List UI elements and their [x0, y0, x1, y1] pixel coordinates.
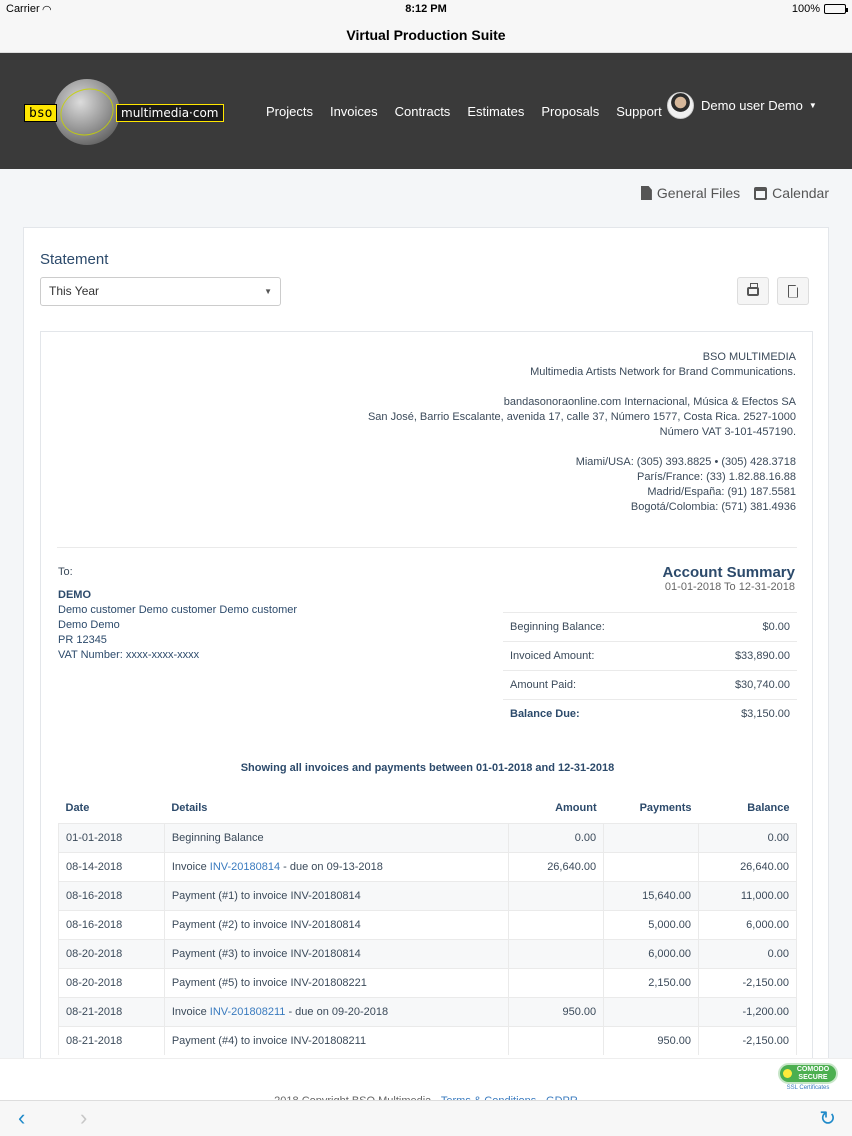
- battery-area: [792, 3, 846, 15]
- cell-payment: 6,000.00: [604, 939, 699, 968]
- company-phone4: Bogotá/Colombia: (571) 381.4936: [630, 501, 796, 513]
- details-text: Payment (#4) to invoice INV-201808211: [171, 1034, 367, 1047]
- cell-details: [164, 910, 508, 939]
- divider: [57, 547, 797, 548]
- company-line3: Número VAT 3-101-457190.: [659, 426, 796, 438]
- carrier-label: Carrier: [6, 3, 40, 15]
- cell-balance: -2,150.00: [699, 968, 797, 997]
- cell-amount: 0.00: [509, 823, 604, 852]
- summary-value: $33,890.00: [734, 650, 790, 662]
- cell-date: 08-16-2018: [59, 881, 165, 910]
- cell-date: 08-20-2018: [59, 939, 165, 968]
- cell-balance: 0.00: [699, 939, 797, 968]
- summary-row: [503, 670, 797, 699]
- cell-balance: 11,000.00: [699, 881, 797, 910]
- cell-amount: [509, 939, 604, 968]
- details-text: Invoice: [171, 860, 210, 873]
- bso-logo[interactable]: [24, 79, 236, 149]
- cell-details: [164, 881, 508, 910]
- summary-row: [503, 612, 797, 641]
- general-files-link[interactable]: [641, 185, 740, 201]
- status-bar: [0, 0, 852, 20]
- avatar: [667, 92, 694, 119]
- details-text: Payment (#5) to invoice INV-201808221: [171, 976, 367, 989]
- customer-line2: Demo Demo: [58, 619, 120, 631]
- back-arrow-icon[interactable]: ‹: [18, 1105, 26, 1130]
- cell-details: [164, 939, 508, 968]
- company-line1: bandasonoraonline.com Internacional, Música & Efectos SA: [503, 396, 796, 408]
- summary-label: Balance Due:: [510, 708, 580, 720]
- cell-payment: 5,000.00: [604, 910, 699, 939]
- calendar-link[interactable]: [754, 185, 829, 201]
- table-row: [59, 852, 797, 881]
- cell-payment: [604, 852, 699, 881]
- cell-amount: 26,640.00: [509, 852, 604, 881]
- table-row: [59, 881, 797, 910]
- cell-amount: 950.00: [509, 997, 604, 1026]
- nav-invoices[interactable]: Invoices: [329, 103, 378, 119]
- cell-balance: -2,150.00: [699, 1026, 797, 1055]
- nav-contracts[interactable]: Contracts: [394, 103, 451, 119]
- cell-balance: -1,200.00: [699, 997, 797, 1026]
- forward-arrow-icon[interactable]: ›: [80, 1105, 88, 1130]
- details-text: Beginning Balance: [171, 831, 264, 844]
- cell-date: 08-14-2018: [59, 852, 165, 881]
- customer-name: DEMO: [58, 589, 91, 601]
- table-row: [59, 910, 797, 939]
- cell-balance: 6,000.00: [699, 910, 797, 939]
- cell-date: 01-01-2018: [59, 823, 165, 852]
- user-menu[interactable]: [667, 92, 817, 119]
- company-phone3: Madrid/España: (91) 187.5581: [647, 486, 796, 498]
- cell-amount: [509, 1026, 604, 1055]
- badge-bottom-text: SECURE: [798, 1074, 828, 1081]
- company-line2: San José, Barrio Escalante, avenida 17, calle 37, Número 1577, Costa Rica. 2527-1000: [367, 411, 796, 423]
- details-due: - due on 09-13-2018: [280, 860, 383, 873]
- cell-details: [164, 1026, 508, 1055]
- period-select[interactable]: [40, 277, 281, 306]
- cell-details: [164, 997, 508, 1026]
- col-payments: Payments: [604, 794, 699, 823]
- transactions-table: [58, 794, 797, 1055]
- battery-percent: 100%: [791, 3, 820, 15]
- general-files-label: General Files: [656, 185, 741, 201]
- showing-range-text: Showing all invoices and payments between 01-01-2018 and 12-31-2018: [240, 762, 615, 774]
- browser-toolbar: [0, 1100, 852, 1136]
- caret-down-icon: ▼: [808, 101, 817, 110]
- table-row: [59, 968, 797, 997]
- file-icon: [641, 186, 652, 200]
- cell-balance: 0.00: [699, 823, 797, 852]
- app-title: Virtual Production Suite: [0, 20, 852, 53]
- table-row: [59, 1026, 797, 1055]
- summary-row: [503, 641, 797, 670]
- table-row: [59, 997, 797, 1026]
- company-tagline: Multimedia Artists Network for Brand Communications.: [530, 366, 796, 378]
- reload-icon[interactable]: ↻: [819, 1108, 836, 1130]
- account-summary-range: 01-01-2018 To 12-31-2018: [664, 581, 795, 593]
- cell-amount: [509, 968, 604, 997]
- cell-payment: 950.00: [604, 1026, 699, 1055]
- table-header-row: [59, 794, 797, 823]
- badge-top-text: COMODO: [796, 1066, 830, 1073]
- col-amount: Amount: [509, 794, 604, 823]
- customer-line1: Demo customer Demo customer Demo customer: [58, 604, 298, 616]
- account-summary-title: Account Summary: [662, 564, 795, 581]
- wifi-icon: ◠: [42, 4, 52, 16]
- cell-payment: 2,150.00: [604, 968, 699, 997]
- cell-amount: [509, 910, 604, 939]
- status-time: 8:12 PM: [405, 3, 447, 15]
- cell-date: 08-20-2018: [59, 968, 165, 997]
- customer-block: [58, 565, 297, 663]
- col-balance: Balance: [699, 794, 797, 823]
- calendar-label: Calendar: [772, 185, 829, 201]
- cell-details: [164, 852, 508, 881]
- cell-details: [164, 968, 508, 997]
- nav-projects[interactable]: Projects: [266, 103, 313, 119]
- to-label: To:: [58, 566, 73, 578]
- comodo-ssl-badge[interactable]: [778, 1063, 838, 1095]
- statement-card: [23, 227, 829, 1087]
- cell-date: 08-21-2018: [59, 1026, 165, 1055]
- select-caret-icon: ▼: [264, 287, 272, 296]
- invoice-link[interactable]: INV-20180814: [209, 860, 281, 873]
- print-button[interactable]: [737, 277, 769, 305]
- summary-row-balance-due: [503, 699, 797, 728]
- details-text: Payment (#3) to invoice INV-20180814: [171, 947, 361, 960]
- top-links: [641, 185, 829, 201]
- print-icon: [747, 287, 759, 296]
- customer-line3: PR 12345: [58, 634, 107, 646]
- logo-left-text: bso: [24, 104, 57, 122]
- table-row: [59, 939, 797, 968]
- company-phone2: París/France: (33) 1.82.88.16.88: [637, 471, 796, 483]
- cell-balance: 26,640.00: [699, 852, 797, 881]
- company-phone1: Miami/USA: (305) 393.8825 • (305) 428.3718: [575, 456, 796, 468]
- nav-estimates[interactable]: Estimates: [467, 103, 525, 119]
- site-header: [0, 53, 852, 169]
- page-footer: [0, 1058, 852, 1100]
- cell-details: [164, 823, 508, 852]
- statement-title: Statement: [40, 251, 109, 268]
- badge-caption: SSL Certificates: [786, 1085, 830, 1091]
- summary-value: $3,150.00: [741, 708, 790, 720]
- cell-payment: [604, 997, 699, 1026]
- cell-date: 08-21-2018: [59, 997, 165, 1026]
- details-text: Payment (#2) to invoice INV-20180814: [171, 918, 361, 931]
- nav-support[interactable]: Support: [616, 103, 662, 119]
- cell-date: 08-16-2018: [59, 910, 165, 939]
- summary-value: $30,740.00: [734, 679, 790, 691]
- details-text: Invoice: [171, 1005, 210, 1018]
- details-text: Payment (#1) to invoice INV-20180814: [171, 889, 361, 902]
- pdf-button[interactable]: [777, 277, 809, 305]
- table-row: [59, 823, 797, 852]
- logo-right-text: multimedia·com: [116, 104, 224, 122]
- invoice-link[interactable]: INV-201808211: [209, 1005, 286, 1018]
- cell-payment: [604, 823, 699, 852]
- ssl-seal-icon: [778, 1063, 838, 1084]
- summary-value: $0.00: [762, 621, 790, 633]
- statement-document: [40, 331, 813, 1091]
- main-nav: [266, 53, 679, 169]
- cell-payment: 15,640.00: [604, 881, 699, 910]
- company-info: [368, 350, 796, 515]
- period-selected-value: This Year: [49, 284, 100, 298]
- globe-logo-icon: [54, 79, 120, 145]
- calendar-icon: [754, 187, 767, 200]
- summary-label: Beginning Balance:: [510, 621, 605, 633]
- details-due: - due on 09-20-2018: [285, 1005, 389, 1018]
- account-summary: [503, 612, 797, 728]
- nav-proposals[interactable]: Proposals: [541, 103, 600, 119]
- battery-icon: [824, 4, 846, 14]
- cell-amount: [509, 881, 604, 910]
- company-name: BSO MULTIMEDIA: [702, 351, 796, 363]
- col-date: Date: [59, 794, 165, 823]
- user-name: Demo user Demo: [701, 98, 803, 113]
- customer-vat: VAT Number: xxxx-xxxx-xxxx: [58, 649, 200, 661]
- pdf-icon: [788, 285, 798, 298]
- col-details: Details: [164, 794, 508, 823]
- summary-label: Invoiced Amount:: [510, 650, 595, 662]
- summary-label: Amount Paid:: [510, 679, 577, 691]
